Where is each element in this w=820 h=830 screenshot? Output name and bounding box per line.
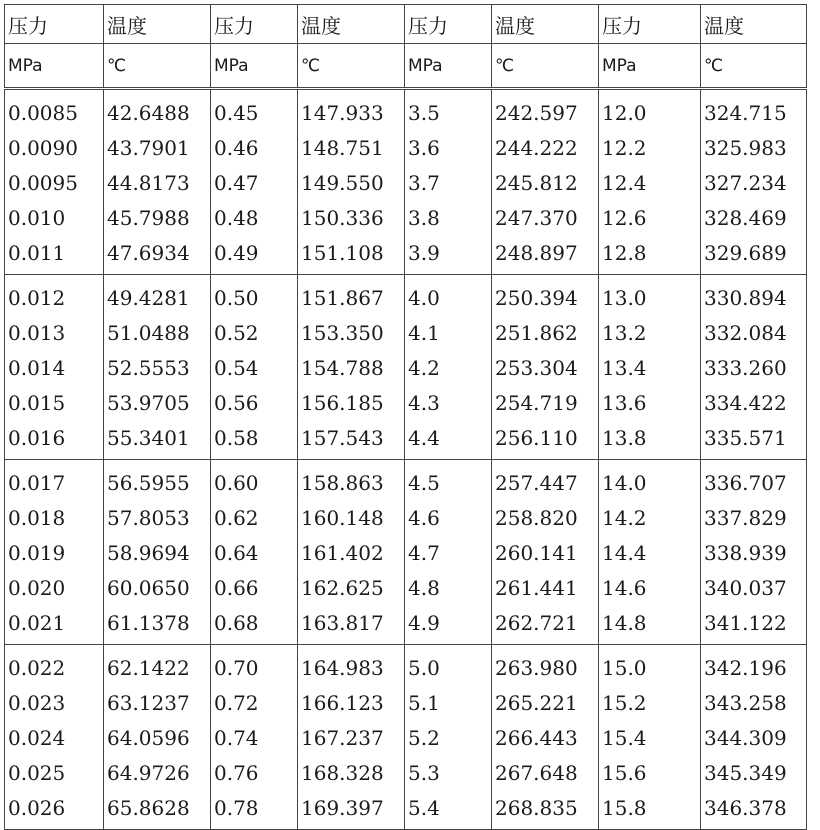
pressure-cell: 0.013 xyxy=(5,315,104,350)
table-row xyxy=(5,89,807,131)
temperature-cell: 154.788 xyxy=(298,350,405,385)
pressure-cell: 15.8 xyxy=(599,790,701,830)
temperature-cell: 327.234 xyxy=(701,165,807,200)
pressure-cell: 4.7 xyxy=(405,535,492,570)
pressure-cell: 0.70 xyxy=(211,645,298,686)
temperature-cell: 164.983 xyxy=(298,645,405,686)
pressure-cell: 12.6 xyxy=(599,200,701,235)
temperature-cell: 51.0488 xyxy=(104,315,211,350)
pressure-cell: 12.2 xyxy=(599,130,701,165)
temperature-cell: 42.6488 xyxy=(104,89,211,131)
temperature-cell: 336.707 xyxy=(701,460,807,501)
pressure-cell: 5.1 xyxy=(405,685,492,720)
pressure-cell: 0.48 xyxy=(211,200,298,235)
unit-temperature: ℃ xyxy=(298,44,405,89)
table-row xyxy=(5,645,807,686)
temperature-cell: 254.719 xyxy=(492,385,599,420)
temperature-cell: 158.863 xyxy=(298,460,405,501)
temperature-cell: 324.715 xyxy=(701,89,807,131)
pressure-cell: 4.1 xyxy=(405,315,492,350)
pressure-cell: 0.022 xyxy=(5,645,104,686)
temperature-cell: 338.939 xyxy=(701,535,807,570)
pressure-cell: 0.76 xyxy=(211,755,298,790)
pressure-cell: 0.019 xyxy=(5,535,104,570)
temperature-cell: 260.141 xyxy=(492,535,599,570)
unit-temperature: ℃ xyxy=(104,44,211,89)
pressure-cell: 0.52 xyxy=(211,315,298,350)
temperature-cell: 43.7901 xyxy=(104,130,211,165)
table-row xyxy=(5,500,807,535)
temperature-cell: 334.422 xyxy=(701,385,807,420)
pressure-cell: 0.50 xyxy=(211,275,298,316)
header-temperature: 温度 xyxy=(701,5,807,44)
pressure-cell: 0.49 xyxy=(211,235,298,275)
table-row xyxy=(5,570,807,605)
pressure-cell: 0.72 xyxy=(211,685,298,720)
table-body xyxy=(5,5,807,830)
pressure-cell: 3.7 xyxy=(405,165,492,200)
temperature-cell: 162.625 xyxy=(298,570,405,605)
pressure-cell: 0.74 xyxy=(211,720,298,755)
temperature-cell: 245.812 xyxy=(492,165,599,200)
temperature-cell: 44.8173 xyxy=(104,165,211,200)
temperature-cell: 64.9726 xyxy=(104,755,211,790)
unit-pressure: MPa xyxy=(211,44,298,89)
pressure-cell: 14.8 xyxy=(599,605,701,645)
pressure-temperature-table xyxy=(4,4,807,830)
temperature-cell: 168.328 xyxy=(298,755,405,790)
temperature-cell: 345.349 xyxy=(701,755,807,790)
unit-pressure: MPa xyxy=(405,44,492,89)
header-row xyxy=(5,5,807,44)
pressure-cell: 0.023 xyxy=(5,685,104,720)
table-row xyxy=(5,200,807,235)
temperature-cell: 244.222 xyxy=(492,130,599,165)
temperature-cell: 267.648 xyxy=(492,755,599,790)
table-row xyxy=(5,315,807,350)
pressure-cell: 5.3 xyxy=(405,755,492,790)
pressure-cell: 0.010 xyxy=(5,200,104,235)
pressure-cell: 0.014 xyxy=(5,350,104,385)
pressure-cell: 14.4 xyxy=(599,535,701,570)
temperature-cell: 58.9694 xyxy=(104,535,211,570)
temperature-cell: 251.862 xyxy=(492,315,599,350)
temperature-cell: 55.3401 xyxy=(104,420,211,460)
pressure-cell: 13.8 xyxy=(599,420,701,460)
temperature-cell: 49.4281 xyxy=(104,275,211,316)
table-row xyxy=(5,535,807,570)
temperature-cell: 163.817 xyxy=(298,605,405,645)
temperature-cell: 64.0596 xyxy=(104,720,211,755)
pressure-cell: 0.011 xyxy=(5,235,104,275)
pressure-cell: 4.2 xyxy=(405,350,492,385)
unit-row xyxy=(5,44,807,89)
pressure-cell: 0.0090 xyxy=(5,130,104,165)
table-row xyxy=(5,235,807,275)
pressure-cell: 15.2 xyxy=(599,685,701,720)
temperature-cell: 157.543 xyxy=(298,420,405,460)
temperature-cell: 344.309 xyxy=(701,720,807,755)
temperature-cell: 332.084 xyxy=(701,315,807,350)
temperature-cell: 328.469 xyxy=(701,200,807,235)
temperature-cell: 148.751 xyxy=(298,130,405,165)
pressure-cell: 4.5 xyxy=(405,460,492,501)
table-row xyxy=(5,720,807,755)
pressure-cell: 3.6 xyxy=(405,130,492,165)
table-row xyxy=(5,460,807,501)
temperature-cell: 247.370 xyxy=(492,200,599,235)
pressure-cell: 0.47 xyxy=(211,165,298,200)
pressure-cell: 0.68 xyxy=(211,605,298,645)
pressure-cell: 3.8 xyxy=(405,200,492,235)
pressure-cell: 4.9 xyxy=(405,605,492,645)
temperature-cell: 151.867 xyxy=(298,275,405,316)
pressure-cell: 0.020 xyxy=(5,570,104,605)
pressure-cell: 4.4 xyxy=(405,420,492,460)
temperature-cell: 151.108 xyxy=(298,235,405,275)
pressure-cell: 13.2 xyxy=(599,315,701,350)
pressure-cell: 0.56 xyxy=(211,385,298,420)
header-pressure: 压力 xyxy=(5,5,104,44)
pressure-cell: 15.6 xyxy=(599,755,701,790)
table-row xyxy=(5,605,807,645)
temperature-cell: 63.1237 xyxy=(104,685,211,720)
temperature-cell: 342.196 xyxy=(701,645,807,686)
pressure-cell: 15.0 xyxy=(599,645,701,686)
header-temperature: 温度 xyxy=(492,5,599,44)
pressure-cell: 0.54 xyxy=(211,350,298,385)
temperature-cell: 156.185 xyxy=(298,385,405,420)
temperature-cell: 52.5553 xyxy=(104,350,211,385)
pressure-cell: 0.58 xyxy=(211,420,298,460)
table-row xyxy=(5,130,807,165)
temperature-cell: 335.571 xyxy=(701,420,807,460)
temperature-cell: 325.983 xyxy=(701,130,807,165)
temperature-cell: 265.221 xyxy=(492,685,599,720)
temperature-cell: 56.5955 xyxy=(104,460,211,501)
temperature-cell: 65.8628 xyxy=(104,790,211,830)
temperature-cell: 169.397 xyxy=(298,790,405,830)
header-pressure: 压力 xyxy=(599,5,701,44)
unit-pressure: MPa xyxy=(5,44,104,89)
pressure-cell: 0.62 xyxy=(211,500,298,535)
pressure-cell: 0.60 xyxy=(211,460,298,501)
pressure-cell: 15.4 xyxy=(599,720,701,755)
pressure-cell: 4.6 xyxy=(405,500,492,535)
temperature-cell: 261.441 xyxy=(492,570,599,605)
pressure-cell: 0.64 xyxy=(211,535,298,570)
temperature-cell: 57.8053 xyxy=(104,500,211,535)
header-pressure: 压力 xyxy=(405,5,492,44)
pressure-cell: 14.2 xyxy=(599,500,701,535)
pressure-cell: 0.012 xyxy=(5,275,104,316)
unit-temperature: ℃ xyxy=(492,44,599,89)
temperature-cell: 330.894 xyxy=(701,275,807,316)
temperature-cell: 340.037 xyxy=(701,570,807,605)
pressure-cell: 13.6 xyxy=(599,385,701,420)
pressure-cell: 13.4 xyxy=(599,350,701,385)
pressure-cell: 0.46 xyxy=(211,130,298,165)
temperature-cell: 263.980 xyxy=(492,645,599,686)
pressure-cell: 5.0 xyxy=(405,645,492,686)
temperature-cell: 45.7988 xyxy=(104,200,211,235)
temperature-cell: 262.721 xyxy=(492,605,599,645)
temperature-cell: 250.394 xyxy=(492,275,599,316)
table-row xyxy=(5,350,807,385)
temperature-cell: 253.304 xyxy=(492,350,599,385)
pressure-cell: 0.0095 xyxy=(5,165,104,200)
pressure-cell: 3.9 xyxy=(405,235,492,275)
pressure-cell: 0.015 xyxy=(5,385,104,420)
pressure-cell: 0.025 xyxy=(5,755,104,790)
temperature-cell: 242.597 xyxy=(492,89,599,131)
pressure-cell: 14.6 xyxy=(599,570,701,605)
temperature-cell: 333.260 xyxy=(701,350,807,385)
temperature-cell: 47.6934 xyxy=(104,235,211,275)
pressure-cell: 12.0 xyxy=(599,89,701,131)
temperature-cell: 161.402 xyxy=(298,535,405,570)
table-row xyxy=(5,385,807,420)
temperature-cell: 266.443 xyxy=(492,720,599,755)
temperature-cell: 337.829 xyxy=(701,500,807,535)
pressure-cell: 13.0 xyxy=(599,275,701,316)
temperature-cell: 268.835 xyxy=(492,790,599,830)
pressure-cell: 12.8 xyxy=(599,235,701,275)
temperature-cell: 160.148 xyxy=(298,500,405,535)
unit-temperature: ℃ xyxy=(701,44,807,89)
temperature-cell: 60.0650 xyxy=(104,570,211,605)
temperature-cell: 166.123 xyxy=(298,685,405,720)
temperature-cell: 248.897 xyxy=(492,235,599,275)
pressure-cell: 5.2 xyxy=(405,720,492,755)
temperature-cell: 329.689 xyxy=(701,235,807,275)
pressure-cell: 0.45 xyxy=(211,89,298,131)
pressure-cell: 0.78 xyxy=(211,790,298,830)
pressure-cell: 0.016 xyxy=(5,420,104,460)
temperature-cell: 62.1422 xyxy=(104,645,211,686)
temperature-cell: 149.550 xyxy=(298,165,405,200)
header-temperature: 温度 xyxy=(104,5,211,44)
table-row xyxy=(5,685,807,720)
temperature-cell: 153.350 xyxy=(298,315,405,350)
pressure-cell: 0.021 xyxy=(5,605,104,645)
pressure-cell: 4.8 xyxy=(405,570,492,605)
temperature-cell: 343.258 xyxy=(701,685,807,720)
temperature-cell: 61.1378 xyxy=(104,605,211,645)
temperature-cell: 258.820 xyxy=(492,500,599,535)
pressure-cell: 12.4 xyxy=(599,165,701,200)
temperature-cell: 257.447 xyxy=(492,460,599,501)
pressure-cell: 0.017 xyxy=(5,460,104,501)
temperature-cell: 256.110 xyxy=(492,420,599,460)
temperature-cell: 53.9705 xyxy=(104,385,211,420)
table-row xyxy=(5,790,807,830)
temperature-cell: 167.237 xyxy=(298,720,405,755)
table-row xyxy=(5,755,807,790)
temperature-cell: 150.336 xyxy=(298,200,405,235)
unit-pressure: MPa xyxy=(599,44,701,89)
header-temperature: 温度 xyxy=(298,5,405,44)
temperature-cell: 147.933 xyxy=(298,89,405,131)
pressure-cell: 4.0 xyxy=(405,275,492,316)
pressure-cell: 0.66 xyxy=(211,570,298,605)
temperature-cell: 346.378 xyxy=(701,790,807,830)
pressure-cell: 14.0 xyxy=(599,460,701,501)
pressure-cell: 0.0085 xyxy=(5,89,104,131)
header-pressure: 压力 xyxy=(211,5,298,44)
pressure-cell: 4.3 xyxy=(405,385,492,420)
pressure-cell: 0.026 xyxy=(5,790,104,830)
pressure-cell: 3.5 xyxy=(405,89,492,131)
table-row xyxy=(5,165,807,200)
pressure-cell: 0.018 xyxy=(5,500,104,535)
table-row xyxy=(5,275,807,316)
pressure-cell: 0.024 xyxy=(5,720,104,755)
pressure-cell: 5.4 xyxy=(405,790,492,830)
table-row xyxy=(5,420,807,460)
temperature-cell: 341.122 xyxy=(701,605,807,645)
